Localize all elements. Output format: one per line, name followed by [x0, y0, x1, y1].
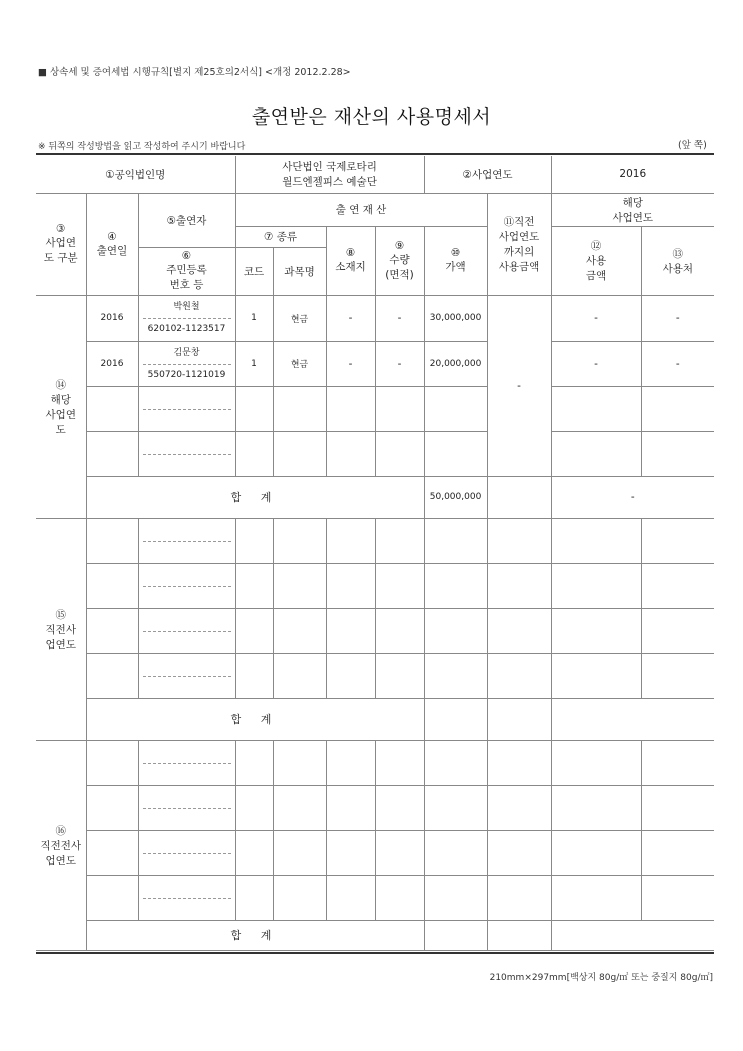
contributed-asset-group-header: 출 연 재 산 — [235, 193, 487, 226]
section14-line1: 해당 — [50, 393, 71, 406]
col3-line2: 도 구분 — [43, 252, 78, 264]
asset-quantity: - — [375, 341, 424, 386]
table-row — [36, 785, 714, 830]
paper-spec-footer: 210mm×297mm[백상지 80g/㎡ 또는 중질지 80g/㎡] — [489, 973, 713, 983]
col-contribution-date-header — [86, 193, 138, 295]
col11-line1: ⑪직전 — [503, 216, 535, 228]
section14-line3: 도 — [55, 423, 66, 436]
col-contributor-header: ⑤출연자 — [138, 193, 235, 247]
table-row — [36, 830, 714, 875]
col4-number: ④ — [107, 230, 117, 243]
col6-number: ⑥ — [181, 250, 192, 262]
col9-line1: 수량 — [389, 253, 410, 266]
subtotal-row — [36, 476, 714, 518]
subtotal-use-amount: - — [551, 476, 714, 518]
col12-line1: 사용 — [585, 255, 607, 267]
contributor-cell — [138, 785, 235, 830]
contribution-date: 2016 — [86, 295, 138, 341]
section15-line2: 업연도 — [45, 638, 76, 651]
top-rule — [36, 153, 714, 155]
org-name-line2: 월드엔젤피스 예술단 — [282, 176, 377, 189]
contributor-cell — [138, 518, 235, 563]
contributor-cell — [138, 608, 235, 653]
contributor-name: 박원철 — [143, 297, 231, 319]
subtotal-row — [36, 920, 714, 950]
asset-location: - — [326, 295, 375, 341]
use-place: - — [641, 295, 714, 341]
col12-number: ⑫ — [590, 240, 602, 252]
table-row — [36, 341, 714, 386]
subtotal-label: 합 계 — [86, 920, 424, 950]
contributor-name: 김문창 — [143, 343, 231, 365]
col10-number: ⑩ — [450, 247, 461, 259]
fiscal-year-label: ②사업연도 — [424, 156, 551, 193]
col6-line2: 번호 등 — [169, 279, 204, 291]
section-prev-year-label — [36, 518, 86, 740]
contributor-cell — [138, 830, 235, 875]
subtotal-label: 합 계 — [86, 698, 424, 740]
section16-number: ⑯ — [55, 824, 66, 837]
subtotal-row — [36, 698, 714, 740]
table-row — [36, 875, 714, 920]
law-reference: ■ 상속세 및 증여세법 시행규칙[별지 제25호의2서식] <개정 2012.2.28> — [38, 67, 351, 78]
asset-amount: 20,000,000 — [424, 341, 487, 386]
table-row — [36, 295, 714, 341]
col9-number: ⑨ — [394, 239, 405, 252]
current-year-line1: 해당 — [622, 196, 643, 209]
current-year-line2: 사업연도 — [612, 211, 654, 224]
col-year-section-header — [36, 193, 86, 295]
subtotal-prev-used — [487, 476, 551, 518]
header-row-1 — [36, 193, 714, 226]
col-use-place-header — [641, 226, 714, 295]
asset-amount: 30,000,000 — [424, 295, 487, 341]
contributor-id: 550720-1121019 — [147, 369, 226, 380]
col12-line2: 금액 — [585, 270, 607, 282]
org-row — [36, 156, 714, 193]
asset-account: 현금 — [273, 341, 326, 386]
contribution-date: 2016 — [86, 341, 138, 386]
current-year-group-header — [551, 193, 714, 226]
subtotal-label: 합 계 — [86, 476, 424, 518]
col11-line4: 사용금액 — [498, 261, 540, 273]
col-type-header: ⑦ 종류 — [235, 226, 326, 247]
contributor-cell — [138, 653, 235, 698]
section16-line1: 직전전사 — [40, 839, 82, 852]
table-row — [36, 563, 714, 608]
contributor-cell — [138, 431, 235, 476]
org-name-label: ①공익법인명 — [36, 156, 235, 193]
col8-text: 소재지 — [335, 261, 366, 273]
page-title: 출연받은 재산의 사용명세서 — [251, 106, 492, 128]
asset-account: 현금 — [273, 295, 326, 341]
col-amount-header — [424, 226, 487, 295]
col4-text: 출연일 — [96, 244, 128, 257]
contributor-id: 620102-1123517 — [147, 324, 226, 334]
section-current-year-label — [36, 295, 86, 518]
col13-number: ⑬ — [672, 247, 684, 260]
asset-code: 1 — [235, 295, 273, 341]
page-side-label: (앞 쪽) — [678, 140, 707, 151]
col3-line1: 사업연 — [45, 237, 76, 249]
col-location-header — [326, 226, 375, 295]
fiscal-year-value: 2016 — [551, 156, 714, 193]
col-quantity-header — [375, 226, 424, 295]
contributor-cell — [138, 563, 235, 608]
table-row — [36, 518, 714, 563]
subtotal-amount: 50,000,000 — [424, 476, 487, 518]
contributor-cell — [138, 295, 235, 341]
section16-line2: 업연도 — [45, 854, 76, 867]
col-use-amount-header — [551, 226, 641, 295]
asset-location: - — [326, 341, 375, 386]
col-code-header: 코드 — [235, 247, 273, 295]
col10-text: 가액 — [445, 261, 466, 273]
table-row — [36, 740, 714, 785]
bottom-rule — [36, 952, 714, 954]
instruction-note: ※ 뒤쪽의 작성방법을 읽고 작성하여 주시기 바랍니다 — [38, 142, 246, 152]
org-name-line1: 사단법인 국제로타리 — [282, 161, 377, 174]
table-row — [36, 608, 714, 653]
asset-quantity: - — [375, 295, 424, 341]
section14-line2: 사업연 — [45, 408, 76, 421]
section15-line1: 직전사 — [45, 623, 76, 636]
col13-text: 사용처 — [662, 262, 693, 275]
col6-line1: 주민등록 — [166, 264, 207, 276]
table-row — [36, 431, 714, 476]
col3-number: ③ — [56, 223, 66, 235]
table-row — [36, 653, 714, 698]
col11-line3: 까지의 — [503, 246, 535, 258]
col-prev-used-header — [487, 193, 551, 295]
col9-line2: (면적) — [385, 268, 414, 281]
org-name-value — [235, 156, 424, 193]
contributor-cell — [138, 740, 235, 785]
use-amount: - — [551, 295, 641, 341]
use-amount: - — [551, 341, 641, 386]
contributor-cell — [138, 386, 235, 431]
section15-number: ⑮ — [55, 608, 66, 621]
col-id-header — [138, 247, 235, 295]
contributor-cell — [138, 875, 235, 920]
col11-line2: 사업연도 — [498, 231, 540, 243]
use-place: - — [641, 341, 714, 386]
usage-statement-table — [36, 156, 714, 951]
table-row — [36, 386, 714, 431]
contributor-cell — [138, 341, 235, 386]
asset-code: 1 — [235, 341, 273, 386]
col-account-header: 과목명 — [273, 247, 326, 295]
col8-number: ⑧ — [345, 247, 356, 259]
section14-number: ⑭ — [55, 378, 66, 391]
section-prev-prev-year-label — [36, 740, 86, 950]
prev-used-amount: - — [487, 295, 551, 476]
